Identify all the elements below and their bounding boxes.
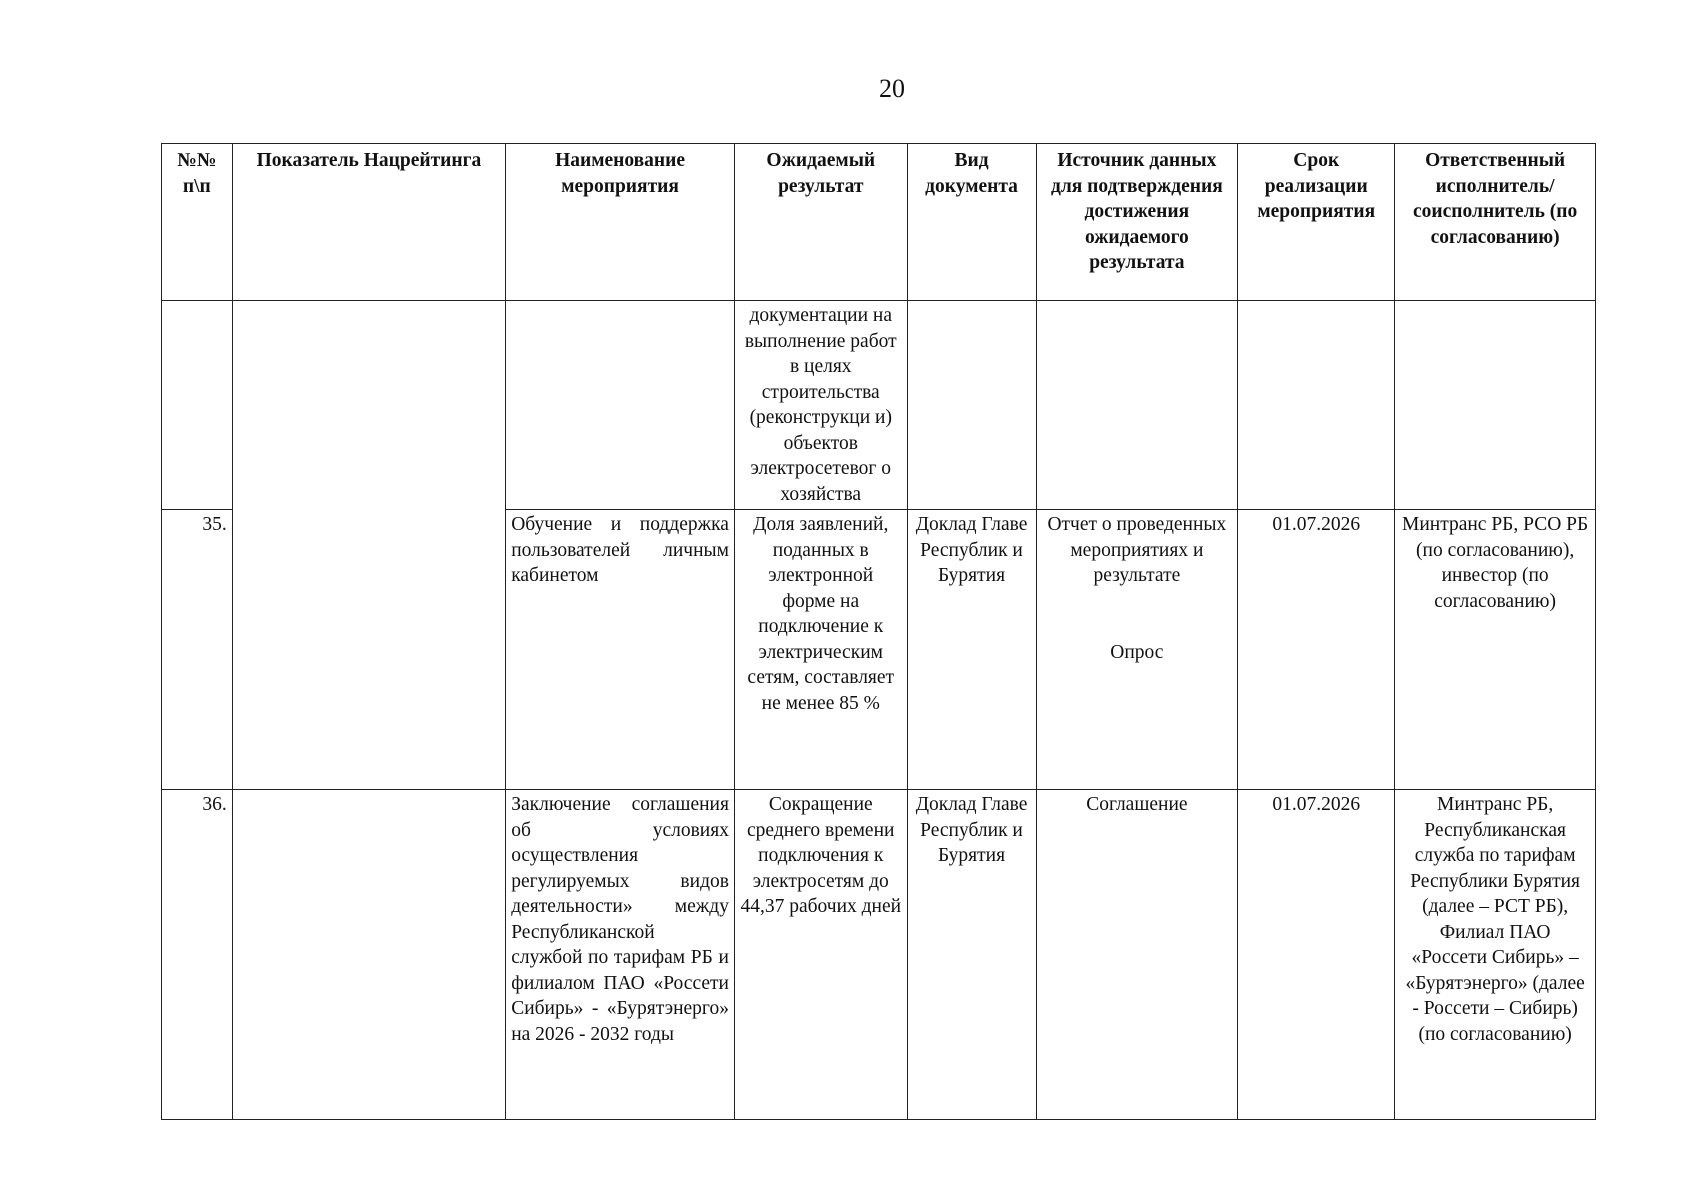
header-responsible: Ответственный исполнитель/ соисполнитель (по согласованию)	[1395, 144, 1596, 301]
cell-event	[506, 301, 735, 510]
table-row-continuation	[162, 301, 1596, 510]
cell-deadline	[1238, 301, 1395, 510]
cell-deadline: 01.07.2026	[1238, 510, 1395, 790]
cell-responsible	[1395, 301, 1596, 510]
cell-event: Заключение соглашения об условиях осуществления регулируемых видов деятельности» между Республиканской службой по тарифам РБ и филиалом ПАО «Россети Сибирь» - «Бурятэнерго» на 2026 - 2032 годы	[506, 790, 735, 1120]
cell-indicator	[232, 301, 505, 790]
data-source-survey: Опрос	[1110, 641, 1164, 663]
cell-indicator	[232, 790, 505, 1120]
table-header-row	[162, 144, 1596, 301]
header-data-source: Источник данных для подтверждения достижения ожидаемого результата	[1036, 144, 1238, 301]
header-result: Ожидаемый результат	[734, 144, 907, 301]
cell-result: Сокращение среднего времени подключения к электросетям до 44,37 рабочих дней	[734, 790, 907, 1120]
header-event: Наименование мероприятия	[506, 144, 735, 301]
cell-number: 36.	[162, 790, 233, 1120]
header-number: №№ п\п	[162, 144, 233, 301]
header-deadline: Срок реализации мероприятия	[1238, 144, 1395, 301]
cell-document-type: Доклад Главе Республик и Бурятия	[907, 790, 1036, 1120]
header-indicator: Показатель Нацрейтинга	[232, 144, 505, 301]
cell-event: Обучение и поддержка пользователей личным кабинетом	[506, 510, 735, 790]
cell-result: Доля заявлений, поданных в электронной форме на подключение к электрическим сетям, составляет не менее 85 %	[734, 510, 907, 790]
cell-document-type	[907, 301, 1036, 510]
cell-responsible: Минтранс РБ, РСО РБ (по согласованию), инвестор (по согласованию)	[1395, 510, 1596, 790]
cell-number: 35.	[162, 510, 233, 790]
cell-data-source	[1036, 510, 1238, 790]
page-number: 20	[879, 74, 905, 103]
cell-result: документации на выполнение работ в целях строительства (реконструкци и) объектов электросетевог о хозяйства	[734, 301, 907, 510]
action-plan-table	[161, 143, 1596, 1120]
cell-deadline: 01.07.2026	[1238, 790, 1395, 1120]
table-row-36	[162, 790, 1596, 1120]
cell-data-source: Соглашение	[1036, 790, 1238, 1120]
data-source-report: Отчет о проведенных мероприятиях и результате	[1047, 514, 1227, 586]
cell-number	[162, 301, 233, 510]
header-document-type: Вид документа	[907, 144, 1036, 301]
cell-data-source	[1036, 301, 1238, 510]
cell-document-type: Доклад Главе Республик и Бурятия	[907, 510, 1036, 790]
cell-responsible: Минтранс РБ, Республиканская служба по тарифам Республики Бурятия (далее – РСТ РБ), Филиал ПАО «Россети Сибирь» – «Бурятэнерго» (далее - Россети – Сибирь) (по согласованию)	[1395, 790, 1596, 1120]
